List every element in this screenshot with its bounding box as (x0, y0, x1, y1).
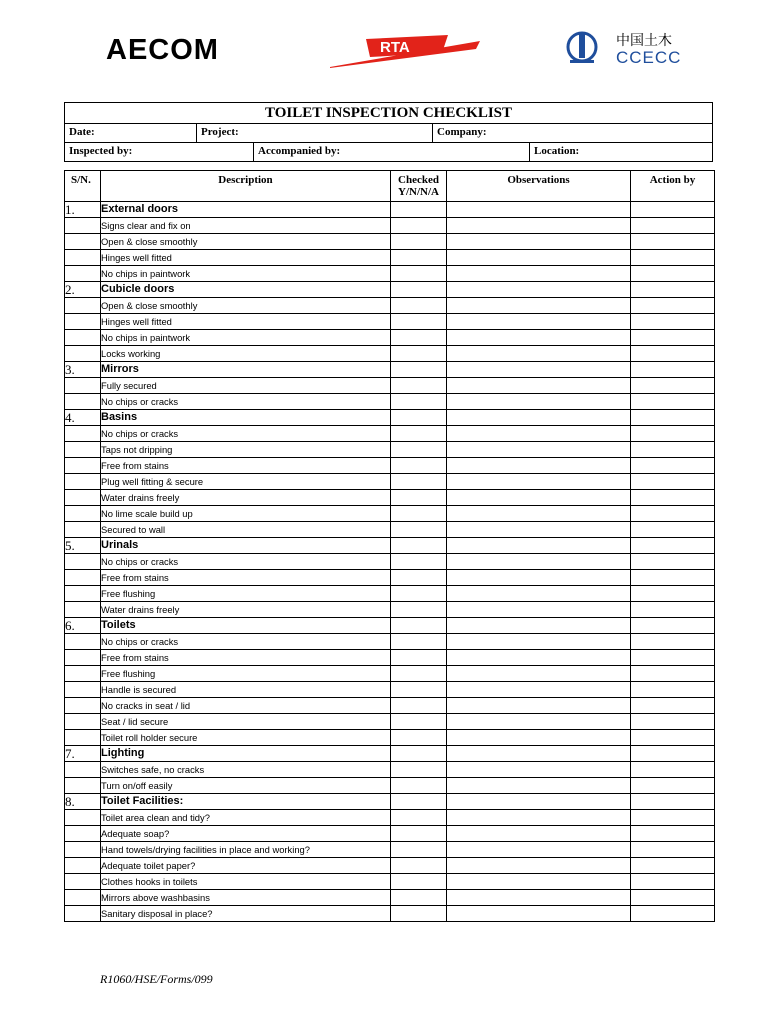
action-by-cell[interactable] (631, 298, 715, 314)
inspected-by-field[interactable]: Inspected by: (65, 143, 254, 161)
observations-cell[interactable] (447, 842, 631, 858)
observations-cell[interactable] (447, 714, 631, 730)
action-by-cell[interactable] (631, 906, 715, 922)
action-by-cell[interactable] (631, 730, 715, 746)
checked-cell[interactable] (391, 842, 447, 858)
section-number (65, 874, 101, 890)
section-title: Cubicle doors (101, 282, 391, 298)
checked-cell[interactable] (391, 618, 447, 634)
ccecc-logo (566, 30, 708, 66)
section-number (65, 810, 101, 826)
section-number (65, 522, 101, 538)
section-number (65, 666, 101, 682)
section-row (65, 538, 715, 554)
checked-cell[interactable] (391, 570, 447, 586)
form-title: TOILET INSPECTION CHECKLIST (65, 103, 712, 124)
action-by-cell[interactable] (631, 746, 715, 762)
item-description: No cracks in seat / lid (101, 698, 391, 714)
section-row (65, 794, 715, 810)
item-description: Mirrors above washbasins (101, 890, 391, 906)
checklist-table (64, 170, 715, 922)
section-row (65, 362, 715, 378)
action-by-cell[interactable] (631, 826, 715, 842)
item-description: Fully secured (101, 378, 391, 394)
observations-cell[interactable] (447, 298, 631, 314)
action-by-cell[interactable] (631, 842, 715, 858)
item-row (65, 378, 715, 394)
action-by-cell[interactable] (631, 874, 715, 890)
observations-cell[interactable] (447, 698, 631, 714)
aecom-logo (106, 34, 262, 64)
action-by-cell[interactable] (631, 218, 715, 234)
checked-cell[interactable] (391, 250, 447, 266)
section-number (65, 890, 101, 906)
checked-cell[interactable] (391, 826, 447, 842)
item-row (65, 842, 715, 858)
checked-cell[interactable] (391, 698, 447, 714)
item-description: No chips in paintwork (101, 330, 391, 346)
section-row (65, 618, 715, 634)
section-number (65, 714, 101, 730)
item-row (65, 730, 715, 746)
item-row (65, 554, 715, 570)
item-row (65, 266, 715, 282)
form-reference: R1060/HSE/Forms/099 (100, 972, 213, 986)
col-header-observations: Observations (447, 171, 631, 202)
item-description: Hand towels/drying facilities in place and working? (101, 842, 391, 858)
checked-cell[interactable] (391, 730, 447, 746)
section-number (65, 378, 101, 394)
checked-cell[interactable] (391, 682, 447, 698)
item-row (65, 522, 715, 538)
rta-logo-text: RTA (380, 39, 410, 56)
section-title: External doors (101, 202, 391, 218)
col-header-action-by: Action by (631, 171, 715, 202)
col-header-checked-line2: Y/N/N/A (398, 186, 439, 198)
action-by-cell[interactable] (631, 666, 715, 682)
checked-cell[interactable] (391, 362, 447, 378)
observations-cell[interactable] (447, 890, 631, 906)
action-by-cell[interactable] (631, 634, 715, 650)
checked-cell[interactable] (391, 906, 447, 922)
observations-cell[interactable] (447, 538, 631, 554)
section-title: Toilets (101, 618, 391, 634)
observations-cell[interactable] (447, 858, 631, 874)
item-description: Free flushing (101, 666, 391, 682)
item-description: Toilet area clean and tidy? (101, 810, 391, 826)
checked-cell[interactable] (391, 794, 447, 810)
checked-cell[interactable] (391, 346, 447, 362)
item-description: Handle is secured (101, 682, 391, 698)
checked-cell[interactable] (391, 442, 447, 458)
observations-cell[interactable] (447, 682, 631, 698)
section-title: Urinals (101, 538, 391, 554)
item-row (65, 394, 715, 410)
checked-cell[interactable] (391, 874, 447, 890)
item-row (65, 682, 715, 698)
logos-bar (0, 0, 768, 90)
section-number (65, 554, 101, 570)
accompanied-by-field[interactable]: Accompanied by: (254, 143, 530, 161)
action-by-cell[interactable] (631, 394, 715, 410)
item-row (65, 810, 715, 826)
item-description: Plug well fitting & secure (101, 474, 391, 490)
checked-cell[interactable] (391, 858, 447, 874)
checked-cell[interactable] (391, 890, 447, 906)
item-row (65, 906, 715, 922)
section-number (65, 250, 101, 266)
section-number: 2. (65, 282, 101, 298)
observations-cell[interactable] (447, 282, 631, 298)
item-row (65, 490, 715, 506)
section-number (65, 346, 101, 362)
item-description: No lime scale build up (101, 506, 391, 522)
checked-cell[interactable] (391, 634, 447, 650)
observations-cell[interactable] (447, 794, 631, 810)
observations-cell[interactable] (447, 762, 631, 778)
item-description: Taps not dripping (101, 442, 391, 458)
item-description: Clothes hooks in toilets (101, 874, 391, 890)
checked-cell[interactable] (391, 586, 447, 602)
observations-cell[interactable] (447, 234, 631, 250)
checked-cell[interactable] (391, 330, 447, 346)
section-number (65, 490, 101, 506)
observations-cell[interactable] (447, 362, 631, 378)
location-field[interactable]: Location: (534, 145, 580, 157)
item-description: Toilet roll holder secure (101, 730, 391, 746)
observations-cell[interactable] (447, 218, 631, 234)
ccecc-logo-text: CCECC (616, 48, 682, 66)
item-description: Signs clear and fix on (101, 218, 391, 234)
section-number (65, 426, 101, 442)
item-description: Switches safe, no cracks (101, 762, 391, 778)
date-field[interactable]: Date: (65, 124, 197, 142)
observations-cell[interactable] (447, 474, 631, 490)
checked-cell[interactable] (391, 522, 447, 538)
observations-cell[interactable] (447, 410, 631, 426)
item-description: Sanitary disposal in place? (101, 906, 391, 922)
item-row (65, 458, 715, 474)
col-header-checked-line1: Checked (398, 174, 439, 186)
item-row (65, 826, 715, 842)
col-header-sn: S/N. (65, 171, 101, 202)
section-number: 4. (65, 410, 101, 426)
observations-cell[interactable] (447, 250, 631, 266)
section-number (65, 218, 101, 234)
action-by-cell[interactable] (631, 618, 715, 634)
item-row (65, 250, 715, 266)
observations-cell[interactable] (447, 330, 631, 346)
section-number (65, 474, 101, 490)
action-by-cell[interactable] (631, 810, 715, 826)
checked-cell[interactable] (391, 506, 447, 522)
action-by-cell[interactable] (631, 858, 715, 874)
action-by-cell[interactable] (631, 314, 715, 330)
header-row-1 (65, 124, 712, 142)
aecom-logo-text: AECOM (106, 34, 219, 64)
action-by-cell[interactable] (631, 698, 715, 714)
checked-cell[interactable] (391, 778, 447, 794)
action-by-cell[interactable] (631, 266, 715, 282)
action-by-cell[interactable] (631, 330, 715, 346)
item-row (65, 442, 715, 458)
table-header-row (65, 171, 715, 202)
action-by-cell[interactable] (631, 522, 715, 538)
observations-cell[interactable] (447, 202, 631, 218)
section-number: 6. (65, 618, 101, 634)
item-row (65, 634, 715, 650)
checked-cell[interactable] (391, 714, 447, 730)
item-description: Turn on/off easily (101, 778, 391, 794)
section-number (65, 634, 101, 650)
item-row (65, 218, 715, 234)
header-row-2 (65, 142, 712, 161)
section-number (65, 650, 101, 666)
item-row (65, 314, 715, 330)
observations-cell[interactable] (447, 378, 631, 394)
action-by-cell[interactable] (631, 554, 715, 570)
section-number (65, 602, 101, 618)
item-description: No chips in paintwork (101, 266, 391, 282)
checked-cell[interactable] (391, 218, 447, 234)
action-by-cell[interactable] (631, 762, 715, 778)
checked-cell[interactable] (391, 266, 447, 282)
action-by-cell[interactable] (631, 586, 715, 602)
item-row (65, 714, 715, 730)
item-row (65, 426, 715, 442)
item-row (65, 234, 715, 250)
action-by-cell[interactable] (631, 410, 715, 426)
checked-cell[interactable] (391, 458, 447, 474)
project-field[interactable]: Project: (197, 124, 433, 142)
action-by-cell[interactable] (631, 890, 715, 906)
action-by-cell[interactable] (631, 202, 715, 218)
item-description: Free flushing (101, 586, 391, 602)
action-by-cell[interactable] (631, 794, 715, 810)
item-description: Seat / lid secure (101, 714, 391, 730)
section-number (65, 394, 101, 410)
item-description: Free from stains (101, 458, 391, 474)
observations-cell[interactable] (447, 394, 631, 410)
item-description: Hinges well fitted (101, 250, 391, 266)
action-by-cell[interactable] (631, 650, 715, 666)
action-by-cell[interactable] (631, 282, 715, 298)
observations-cell[interactable] (447, 778, 631, 794)
observations-cell[interactable] (447, 826, 631, 842)
item-row (65, 298, 715, 314)
observations-cell[interactable] (447, 522, 631, 538)
checked-cell[interactable] (391, 538, 447, 554)
action-by-cell[interactable] (631, 602, 715, 618)
action-by-cell[interactable] (631, 234, 715, 250)
action-by-cell[interactable] (631, 474, 715, 490)
item-description: Adequate soap? (101, 826, 391, 842)
section-title: Mirrors (101, 362, 391, 378)
action-by-cell[interactable] (631, 682, 715, 698)
item-row (65, 858, 715, 874)
action-by-cell[interactable] (631, 778, 715, 794)
section-number (65, 458, 101, 474)
section-number: 3. (65, 362, 101, 378)
action-by-cell[interactable] (631, 442, 715, 458)
observations-cell[interactable] (447, 666, 631, 682)
item-description: Water drains freely (101, 490, 391, 506)
action-by-cell[interactable] (631, 506, 715, 522)
observations-cell[interactable] (447, 266, 631, 282)
observations-cell[interactable] (447, 730, 631, 746)
item-row (65, 778, 715, 794)
section-number: 7. (65, 746, 101, 762)
section-title: Basins (101, 410, 391, 426)
section-number (65, 298, 101, 314)
section-number (65, 842, 101, 858)
observations-cell[interactable] (447, 906, 631, 922)
checked-cell[interactable] (391, 282, 447, 298)
section-number (65, 506, 101, 522)
observations-cell[interactable] (447, 650, 631, 666)
section-number: 8. (65, 794, 101, 810)
item-description: Open & close smoothly (101, 234, 391, 250)
observations-cell[interactable] (447, 554, 631, 570)
checked-cell[interactable] (391, 410, 447, 426)
item-description: Adequate toilet paper? (101, 858, 391, 874)
action-by-cell[interactable] (631, 490, 715, 506)
checked-cell[interactable] (391, 554, 447, 570)
checked-cell[interactable] (391, 490, 447, 506)
observations-cell[interactable] (447, 618, 631, 634)
section-number (65, 762, 101, 778)
checked-cell[interactable] (391, 474, 447, 490)
checked-cell[interactable] (391, 234, 447, 250)
section-number (65, 826, 101, 842)
observations-cell[interactable] (447, 746, 631, 762)
item-row (65, 762, 715, 778)
item-row (65, 874, 715, 890)
action-by-cell[interactable] (631, 570, 715, 586)
item-row (65, 890, 715, 906)
observations-cell[interactable] (447, 490, 631, 506)
col-header-checked (391, 171, 447, 202)
checked-cell[interactable] (391, 298, 447, 314)
action-by-cell[interactable] (631, 250, 715, 266)
item-row (65, 602, 715, 618)
item-row (65, 346, 715, 362)
section-title: Lighting (101, 746, 391, 762)
action-by-cell[interactable] (631, 714, 715, 730)
checked-cell[interactable] (391, 666, 447, 682)
checklist-body (65, 202, 715, 922)
section-number (65, 906, 101, 922)
action-by-cell[interactable] (631, 458, 715, 474)
observations-cell[interactable] (447, 314, 631, 330)
observations-cell[interactable] (447, 586, 631, 602)
checked-cell[interactable] (391, 762, 447, 778)
section-number (65, 314, 101, 330)
item-description: Water drains freely (101, 602, 391, 618)
item-description: Secured to wall (101, 522, 391, 538)
observations-cell[interactable] (447, 458, 631, 474)
checked-cell[interactable] (391, 602, 447, 618)
item-description: No chips or cracks (101, 634, 391, 650)
action-by-cell[interactable] (631, 378, 715, 394)
section-number: 5. (65, 538, 101, 554)
ccecc-chinese-text: 中国土木 (616, 33, 672, 49)
section-row (65, 746, 715, 762)
section-number (65, 586, 101, 602)
observations-cell[interactable] (447, 602, 631, 618)
section-number: 1. (65, 202, 101, 218)
section-row (65, 202, 715, 218)
section-number (65, 730, 101, 746)
item-description: Locks working (101, 346, 391, 362)
checked-cell[interactable] (391, 394, 447, 410)
section-number (65, 570, 101, 586)
item-row (65, 666, 715, 682)
action-by-cell[interactable] (631, 538, 715, 554)
section-number (65, 778, 101, 794)
item-row (65, 586, 715, 602)
action-by-cell[interactable] (631, 346, 715, 362)
checked-cell[interactable] (391, 426, 447, 442)
observations-cell[interactable] (447, 634, 631, 650)
checked-cell[interactable] (391, 202, 447, 218)
observations-cell[interactable] (447, 442, 631, 458)
section-number (65, 698, 101, 714)
item-row (65, 698, 715, 714)
checked-cell[interactable] (391, 378, 447, 394)
observations-cell[interactable] (447, 810, 631, 826)
section-title: Toilet Facilities: (101, 794, 391, 810)
checked-cell[interactable] (391, 746, 447, 762)
company-field[interactable]: Company: (437, 126, 487, 138)
rta-logo (330, 27, 480, 71)
section-number (65, 858, 101, 874)
form-header (64, 102, 713, 162)
item-description: Open & close smoothly (101, 298, 391, 314)
section-number (65, 234, 101, 250)
section-number (65, 266, 101, 282)
item-description: No chips or cracks (101, 394, 391, 410)
observations-cell[interactable] (447, 506, 631, 522)
checked-cell[interactable] (391, 650, 447, 666)
item-row (65, 330, 715, 346)
item-description: Free from stains (101, 650, 391, 666)
section-number (65, 682, 101, 698)
item-description: No chips or cracks (101, 426, 391, 442)
item-row (65, 474, 715, 490)
section-number (65, 442, 101, 458)
observations-cell[interactable] (447, 874, 631, 890)
item-description: Hinges well fitted (101, 314, 391, 330)
item-row (65, 650, 715, 666)
observations-cell[interactable] (447, 346, 631, 362)
action-by-cell[interactable] (631, 362, 715, 378)
item-description: No chips or cracks (101, 554, 391, 570)
col-header-description: Description (101, 171, 391, 202)
item-description: Free from stains (101, 570, 391, 586)
item-row (65, 506, 715, 522)
observations-cell[interactable] (447, 426, 631, 442)
action-by-cell[interactable] (631, 426, 715, 442)
checked-cell[interactable] (391, 314, 447, 330)
checked-cell[interactable] (391, 810, 447, 826)
observations-cell[interactable] (447, 570, 631, 586)
item-row (65, 570, 715, 586)
section-number (65, 330, 101, 346)
section-row (65, 282, 715, 298)
section-row (65, 410, 715, 426)
